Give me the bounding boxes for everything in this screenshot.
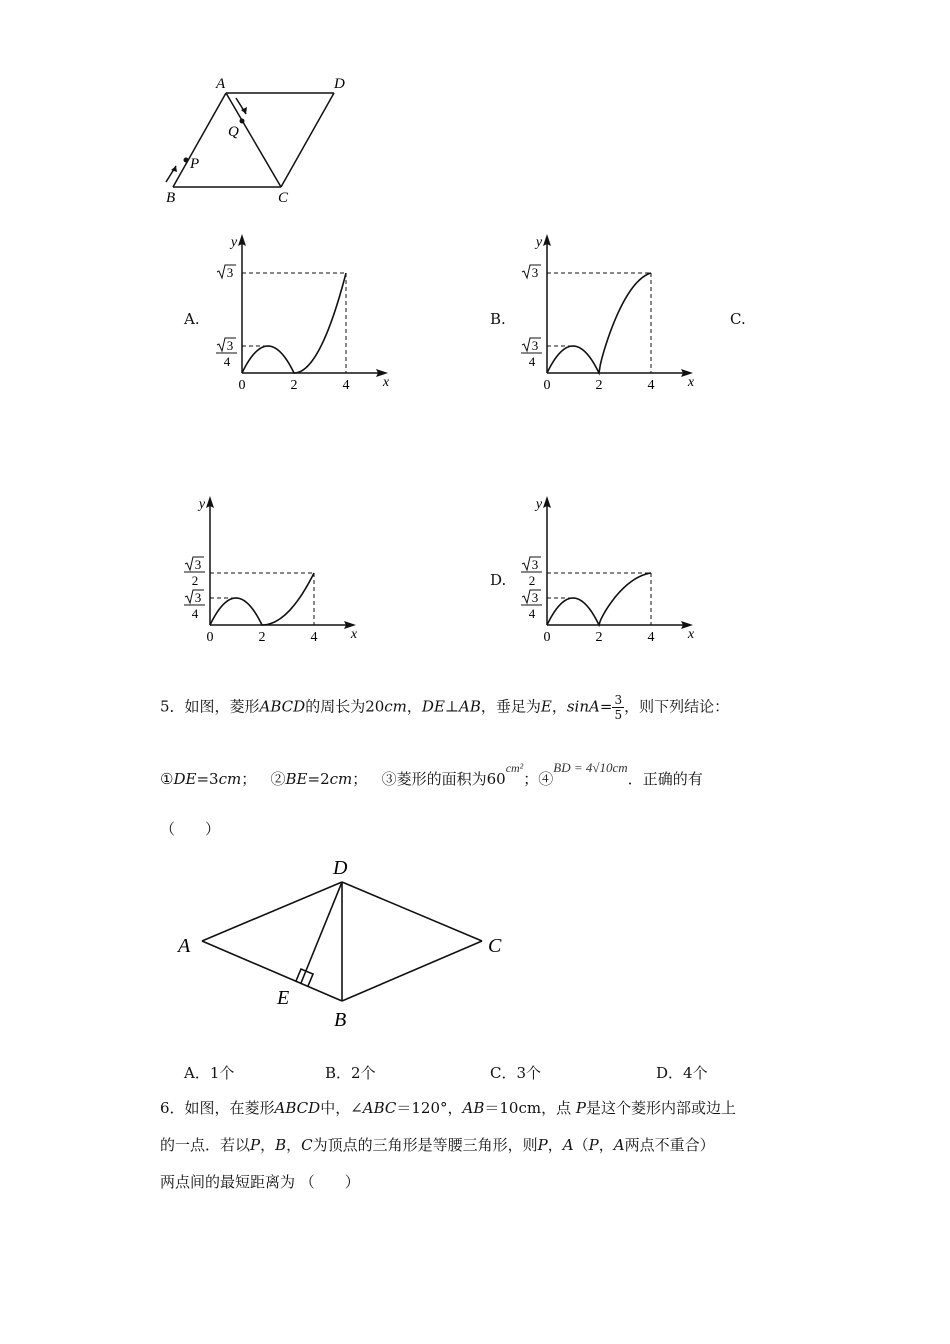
- rhombus-figure-de: [170, 852, 520, 1032]
- label-a: A: [216, 76, 226, 92]
- label-c: C: [278, 190, 289, 206]
- graph-c: [178, 490, 368, 650]
- label-p: P: [190, 156, 200, 172]
- radicand: 3: [531, 557, 539, 572]
- tick-label-4: 4: [647, 630, 655, 645]
- fraction-3-5: $\frac{3}{5}$: [614, 693, 623, 722]
- label-d: D: [333, 857, 348, 879]
- tick-label-4: 4: [342, 378, 350, 393]
- y-label-top: [521, 557, 542, 588]
- tick-label-4: 4: [647, 378, 655, 393]
- origin-label: 0: [238, 378, 246, 393]
- origin-label: 0: [543, 378, 551, 393]
- option-b-label: B.: [490, 310, 506, 328]
- label-d: D: [334, 76, 345, 92]
- side-dc: [342, 882, 482, 941]
- radicand: 3: [194, 590, 202, 605]
- tick-label-4: 4: [310, 630, 318, 645]
- q5-option-c[interactable]: C．3个: [490, 1064, 542, 1082]
- q5-option-a[interactable]: A．1个: [184, 1064, 235, 1082]
- right-angle-mark: [296, 969, 313, 986]
- q5-stem: 5．如图，菱形ABCD的周长为20cm，DE⊥AB，垂足为E，sinA= $\frac{3}{5}$ ，则下列结论：: [160, 693, 730, 722]
- q5-option-d[interactable]: D．4个: [656, 1064, 708, 1082]
- y-axis-label: y: [535, 497, 543, 512]
- tick-label-2: 2: [290, 378, 298, 393]
- rhombus-figure-pq: [150, 70, 370, 210]
- y-axis-label: y: [230, 235, 238, 250]
- tick-label-2: 2: [258, 630, 266, 645]
- y-label-peak: [216, 338, 237, 369]
- q5-option-b[interactable]: B．2个: [325, 1064, 376, 1082]
- tick-label-2: 2: [595, 378, 603, 393]
- radicand: 3: [226, 338, 234, 353]
- q6-line-3: 两点间的最短距离为 （ ）: [160, 1173, 360, 1191]
- option-d-label: D.: [490, 571, 507, 589]
- function-curve: [210, 573, 314, 625]
- y-axis-label: y: [535, 235, 543, 250]
- function-curve: [547, 273, 651, 373]
- denominator: 2: [191, 573, 199, 588]
- label-q: Q: [228, 124, 239, 140]
- q6-line-2: 的一点．若以P，B，C为顶点的三角形是等腰三角形，则P，A（P，A两点不重合）: [160, 1136, 715, 1154]
- x-axis-label: x: [687, 375, 695, 390]
- denominator: 4: [528, 354, 536, 369]
- y-label-top: [217, 265, 236, 280]
- q6-line-1: 6．如图，在菱形ABCD中，∠ABC＝120°，AB＝10cm，点 P是这个菱形内部或边上: [160, 1099, 736, 1117]
- x-axis-label: x: [350, 627, 358, 642]
- point-q: [240, 119, 245, 124]
- radicand: 3: [531, 265, 539, 280]
- label-b: B: [166, 190, 176, 206]
- radicand: 3: [531, 338, 539, 353]
- side-ba: [202, 941, 342, 1001]
- option-c-label: C.: [730, 310, 746, 328]
- x-axis-label: x: [382, 375, 390, 390]
- radicand: 3: [226, 265, 234, 280]
- function-curve: [242, 273, 346, 373]
- y-axis-label: y: [198, 497, 206, 512]
- origin-label: 0: [206, 630, 214, 645]
- y-label-top: [184, 557, 205, 588]
- denominator: 4: [223, 354, 231, 369]
- q5-answer-paren: （ ）: [160, 820, 221, 838]
- origin-label: 0: [543, 630, 551, 645]
- q5-conclusions: ①DE=3cm； ②BE=2cm； ③菱形的面积为$60^{cm^2}$；④BD = 4√10cm．正确的有: [160, 760, 703, 788]
- function-curve: [547, 573, 651, 625]
- graph-d: [515, 490, 705, 650]
- label-c: C: [488, 935, 502, 957]
- denominator: 4: [528, 606, 536, 621]
- x-axis-label: x: [687, 627, 695, 642]
- label-b: B: [334, 1009, 347, 1031]
- graph-a: [210, 228, 400, 398]
- y-label-peak: [521, 590, 542, 621]
- y-label-peak: [184, 590, 205, 621]
- y-label-peak: [521, 338, 542, 369]
- side-ab: [173, 93, 226, 187]
- label-a: A: [178, 935, 191, 957]
- denominator: 4: [191, 606, 199, 621]
- denominator: 2: [528, 573, 536, 588]
- point-p: [184, 158, 189, 163]
- tick-label-2: 2: [595, 630, 603, 645]
- label-e: E: [277, 987, 290, 1009]
- option-a-label: A.: [184, 310, 200, 328]
- side-cb: [342, 941, 482, 1001]
- radicand: 3: [194, 557, 202, 572]
- radicand: 3: [531, 590, 539, 605]
- side-dc: [281, 93, 334, 187]
- diagonal-ac: [226, 93, 281, 187]
- graph-b: [515, 228, 705, 398]
- y-label-top: [522, 265, 541, 280]
